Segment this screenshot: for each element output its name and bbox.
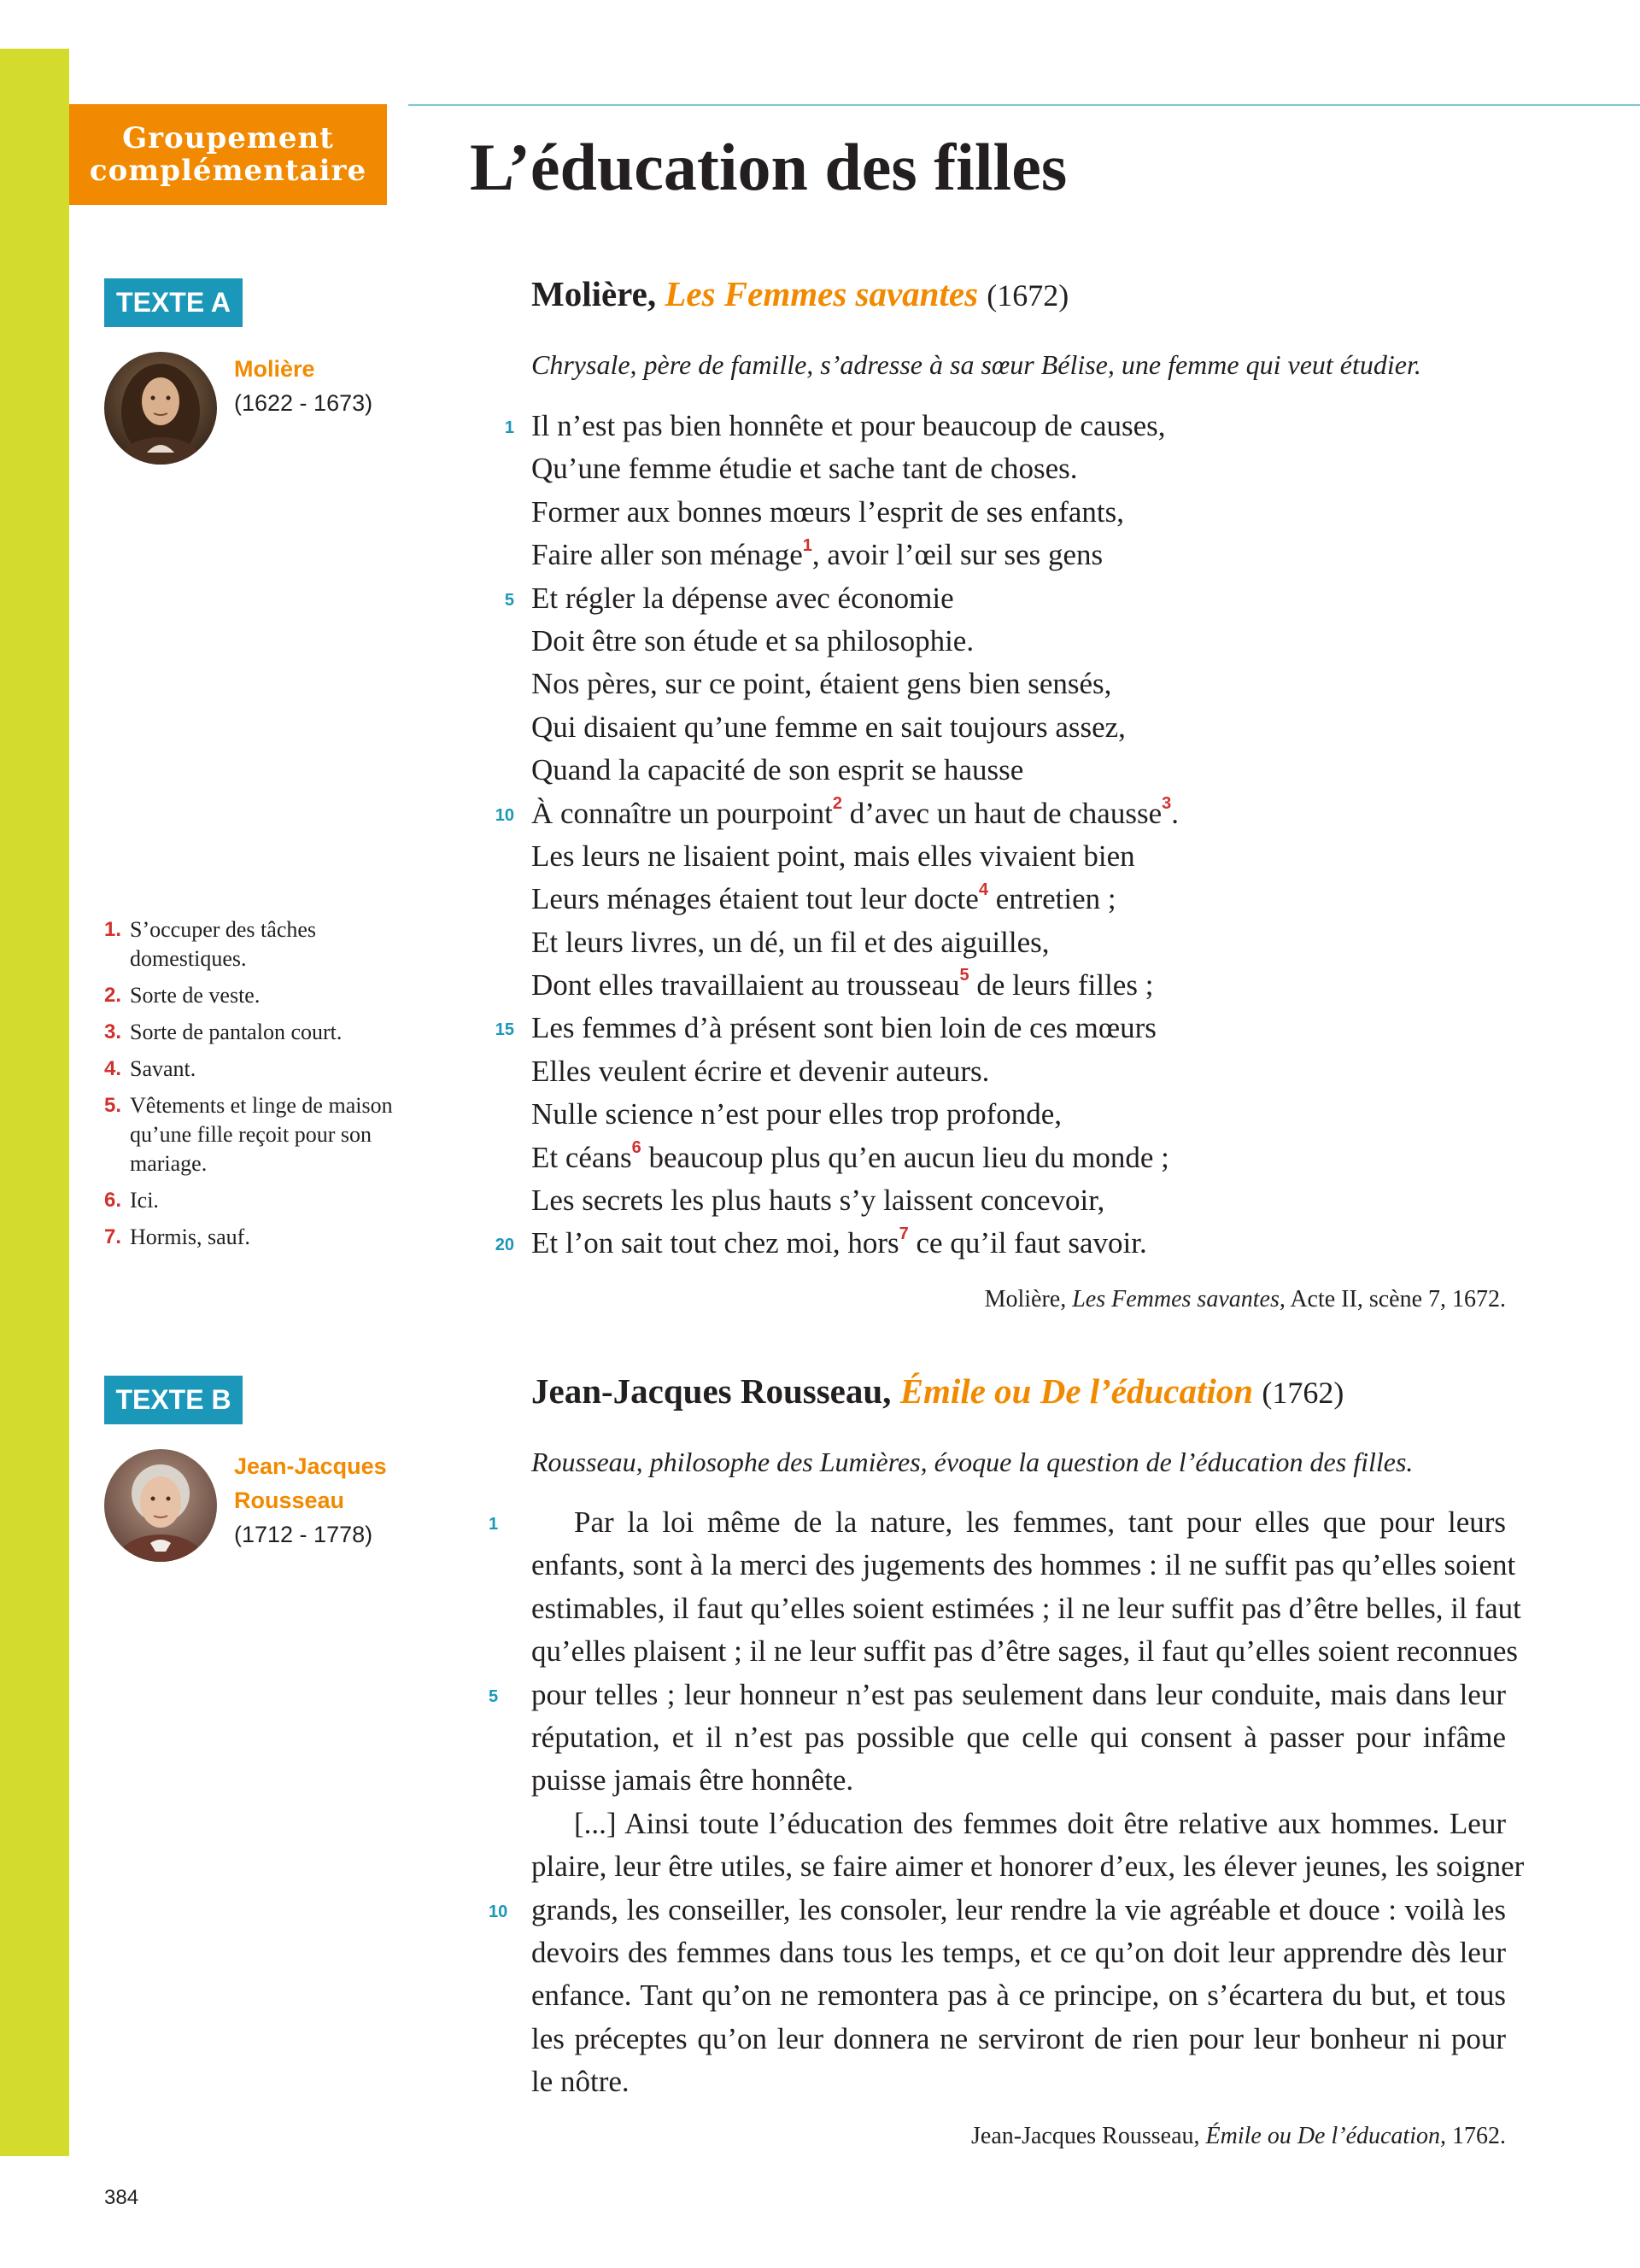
verse-text: Il n’est pas bien honnête et pour beaucoup de causes, xyxy=(531,409,1166,442)
page-number: 384 xyxy=(104,2186,139,2209)
prose-line xyxy=(531,2018,1506,2060)
footnote-text: Sorte de veste. xyxy=(130,983,261,1008)
line-number: 1 xyxy=(504,418,514,437)
footnotes-list xyxy=(104,915,429,1260)
page-title: L’éducation des filles xyxy=(470,130,1068,204)
prose-line xyxy=(531,1630,1518,1673)
footnote-item xyxy=(104,915,429,973)
footnote-item xyxy=(104,1091,429,1178)
verse-line xyxy=(531,534,1179,576)
verse-text: Et leurs livres, un dé, un fil et des aiguilles, xyxy=(531,925,1050,959)
verse-line xyxy=(531,447,1179,490)
verse-text: , avoir l’œil sur ses gens xyxy=(811,538,1104,572)
prose-text: enfants, sont à la merci des jugements des hommes : il ne suffit pas qu’elles soient xyxy=(531,1548,1516,1582)
line-number: 5 xyxy=(504,590,514,610)
footnote-text: Sorte de pantalon court. xyxy=(130,1020,343,1044)
line-number: 10 xyxy=(489,1902,508,1921)
source-rest: Acte II, scène 7, 1672. xyxy=(1285,1286,1506,1312)
prose-line xyxy=(489,1674,1506,1716)
verse-text: entretien ; xyxy=(987,882,1116,916)
verse-line xyxy=(531,1179,1179,1222)
verse-text: Leurs ménages étaient tout leur docte xyxy=(531,882,979,916)
prose-text: enfance. Tant qu’on ne remontera pas à ce principe, on s’écartera du but, et tous xyxy=(531,1979,1506,2013)
badge-line-2: complémentaire xyxy=(89,154,367,188)
prose-text: Par la loi même de la nature, les femmes, tant pour elles que pour leurs xyxy=(574,1505,1506,1539)
prose-line xyxy=(531,1845,1525,1888)
footnote-number: 5. xyxy=(104,1094,122,1117)
texte-a-author-name: Molière xyxy=(234,356,315,382)
prose-text: plaire, leur être utiles, se faire aimer et honorer d’eux, les élever jeunes, les soigner xyxy=(531,1850,1525,1884)
verse-line xyxy=(531,878,1179,921)
footnote-item xyxy=(104,1018,429,1047)
texte-a-source xyxy=(985,1283,1506,1317)
verse-line xyxy=(531,1137,1179,1179)
rousseau-portrait xyxy=(104,1449,217,1562)
prose-text: grands, les conseiller, les consoler, leur rendre la vie agréable et douce : voilà les xyxy=(531,1892,1506,1926)
line-number: 5 xyxy=(489,1686,499,1706)
verse-line xyxy=(531,835,1179,878)
verse-text: Quand la capacité de son esprit se hausse xyxy=(531,753,1024,787)
verse-text: Et céans xyxy=(531,1140,632,1174)
texte-b-prose xyxy=(489,1501,1525,2103)
source-rest: 1762. xyxy=(1446,2123,1506,2149)
badge-line-1: Groupement xyxy=(122,121,334,155)
footnote-item xyxy=(104,1186,429,1215)
verse-line xyxy=(531,620,1179,663)
footnote-item xyxy=(104,1055,429,1084)
prose-text: devoirs des femmes dans tous les temps, et ce qu’on doit leur apprendre dès leur xyxy=(531,1935,1506,1969)
prose-line xyxy=(531,1716,1506,1759)
verse-text: Doit être son étude et sa philosophie. xyxy=(531,623,975,658)
texte-a-tag: TEXTE A xyxy=(104,278,243,327)
verse-line xyxy=(531,1050,1179,1093)
verse-line xyxy=(495,792,1179,835)
texte-b-author-name-2: Rousseau xyxy=(234,1488,345,1513)
heading-work-title: Émile ou De l’éducation xyxy=(899,1371,1254,1411)
footnote-ref: 6 xyxy=(631,1137,641,1157)
line-number: 1 xyxy=(489,1515,499,1534)
footnote-ref: 5 xyxy=(959,966,969,985)
prose-line xyxy=(489,1501,1506,1544)
footnote-ref: 4 xyxy=(978,880,988,899)
verse-line xyxy=(531,663,1179,705)
footnote-item xyxy=(104,1223,429,1252)
footnote-text: Vêtements et linge de maison qu’une fille reçoit pour son mariage. xyxy=(130,1093,393,1176)
prose-text: les préceptes qu’on leur donnera ne serviront de rien pour leur bonheur ni pour xyxy=(531,2021,1506,2055)
footnote-number: 6. xyxy=(104,1189,122,1212)
verse-line xyxy=(495,1007,1179,1049)
texte-b-author-dates: (1712 - 1778) xyxy=(234,1522,373,1547)
footnote-number: 1. xyxy=(104,918,122,941)
heading-work-title: Les Femmes savantes xyxy=(665,274,979,313)
footnote-ref: 2 xyxy=(832,793,842,813)
prose-text: réputation, et il n’est pas possible que celle qui consent à passer pour infâme xyxy=(531,1720,1506,1754)
texte-b-tag: TEXTE B xyxy=(104,1376,243,1424)
footnote-text: Savant. xyxy=(130,1056,196,1081)
verse-text: Et régler la dépense avec économie xyxy=(531,581,954,615)
verse-text: de leurs filles ; xyxy=(969,968,1154,1002)
footnote-ref: 1 xyxy=(802,535,812,555)
verse-text: Qui disaient qu’une femme en sait toujours assez, xyxy=(531,710,1126,744)
verse-line xyxy=(531,706,1179,749)
prose-line xyxy=(531,1974,1506,2017)
prose-line xyxy=(531,1587,1521,1630)
prose-text: [...] Ainsi toute l’éducation des femmes doit être relative aux hommes. Leur xyxy=(574,1806,1506,1840)
footnote-number: 7. xyxy=(104,1225,122,1248)
line-number: 15 xyxy=(495,1020,514,1040)
prose-text: le nôtre. xyxy=(531,2065,630,2099)
verse-text: ce qu’il faut savoir. xyxy=(908,1226,1147,1260)
verse-text: Elles veulent écrire et devenir auteurs. xyxy=(531,1054,990,1088)
footnote-number: 3. xyxy=(104,1020,122,1043)
verse-text: Qu’une femme étudie et sache tant de choses. xyxy=(531,452,1078,486)
prose-line xyxy=(531,1759,1506,1802)
prose-text: estimables, il faut qu’elles soient estimées ; il ne leur suffit pas d’être belles, il faut xyxy=(531,1591,1521,1625)
verse-line xyxy=(495,1222,1179,1265)
verse-text: À connaître un pourpoint xyxy=(531,796,833,830)
footnote-text: Hormis, sauf. xyxy=(130,1225,250,1249)
line-number: 10 xyxy=(495,805,514,825)
source-author: Molière, xyxy=(984,1286,1073,1312)
footnote-text: Ici. xyxy=(130,1188,159,1213)
section-badge xyxy=(69,104,387,205)
texte-a-intro: Chrysale, père de famille, s’adresse à sa sœur Bélise, une femme qui veut étudier. xyxy=(531,349,1421,380)
verse-line xyxy=(531,964,1179,1007)
verse-line xyxy=(531,921,1179,964)
footnote-ref: 3 xyxy=(1162,793,1172,813)
verse-text: Les femmes d’à présent sont bien loin de ces mœurs xyxy=(531,1011,1157,1045)
heading-year: (1762) xyxy=(1262,1376,1344,1410)
prose-line xyxy=(531,2060,1506,2103)
line-number: 20 xyxy=(495,1236,514,1255)
prose-text: qu’elles plaisent ; il ne leur suffit pas d’être sages, il faut qu’elles soient reconnues xyxy=(531,1634,1518,1669)
texte-a-author-dates: (1622 - 1673) xyxy=(234,390,373,416)
texte-b-source xyxy=(971,2119,1506,2154)
prose-line xyxy=(531,1932,1506,1974)
heading-year: (1672) xyxy=(987,278,1069,313)
footnote-text: S’occuper des tâches domestiques. xyxy=(130,917,317,971)
verse-text: Nos pères, sur ce point, étaient gens bien sensés, xyxy=(531,667,1112,701)
footnote-number: 4. xyxy=(104,1057,122,1080)
verse-text: Les leurs ne lisaient point, mais elles vivaient bien xyxy=(531,839,1135,873)
texte-b-heading xyxy=(531,1369,1344,1415)
verse-text: d’avec un haut de chausse xyxy=(841,796,1163,830)
verse-text: Former aux bonnes mœurs l’esprit de ses enfants, xyxy=(531,494,1125,529)
footnote-number: 2. xyxy=(104,984,122,1007)
verse-text: Les secrets les plus hauts s’y laissent concevoir, xyxy=(531,1184,1105,1218)
verse-line xyxy=(504,405,1179,447)
source-title: Les Femmes savantes, xyxy=(1072,1286,1286,1312)
moliere-portrait xyxy=(104,352,217,465)
footnote-item xyxy=(104,981,429,1010)
prose-text: pour telles ; leur honneur n’est pas seulement dans leur conduite, mais dans leur xyxy=(531,1677,1506,1711)
verse-line xyxy=(531,1093,1179,1136)
sidebar-stripe xyxy=(0,49,69,2156)
verse-text: beaucoup plus qu’en aucun lieu du monde ; xyxy=(641,1140,1169,1174)
heading-author: Molière, xyxy=(531,274,657,313)
verse-line xyxy=(531,491,1179,534)
verse-text: Faire aller son ménage xyxy=(531,538,803,572)
verse-text: . xyxy=(1171,796,1179,830)
verse-text: Nulle science n’est pour elles trop profonde, xyxy=(531,1097,1063,1131)
source-title: Émile ou De l’éducation, xyxy=(1205,2123,1446,2149)
verse-text: Et l’on sait tout chez moi, hors xyxy=(531,1226,899,1260)
texte-a-verse xyxy=(495,405,1179,1266)
source-author: Jean-Jacques Rousseau, xyxy=(971,2123,1206,2149)
footnote-ref: 7 xyxy=(899,1224,909,1243)
texte-b-intro: Rousseau, philosophe des Lumières, évoque la question de l’éducation des filles. xyxy=(531,1447,1414,1477)
verse-line xyxy=(531,749,1179,792)
verse-text: Dont elles travaillaient au trousseau xyxy=(531,968,960,1002)
verse-line xyxy=(504,577,1179,620)
heading-author: Jean-Jacques Rousseau, xyxy=(531,1371,892,1411)
prose-line xyxy=(531,1803,1506,1845)
texte-b-author-name-1: Jean-Jacques xyxy=(234,1453,387,1479)
prose-line xyxy=(531,1544,1516,1587)
prose-line xyxy=(489,1889,1506,1932)
texte-a-heading xyxy=(531,272,1069,318)
prose-text: puisse jamais être honnête. xyxy=(531,1763,854,1797)
header-rule xyxy=(408,104,1640,106)
